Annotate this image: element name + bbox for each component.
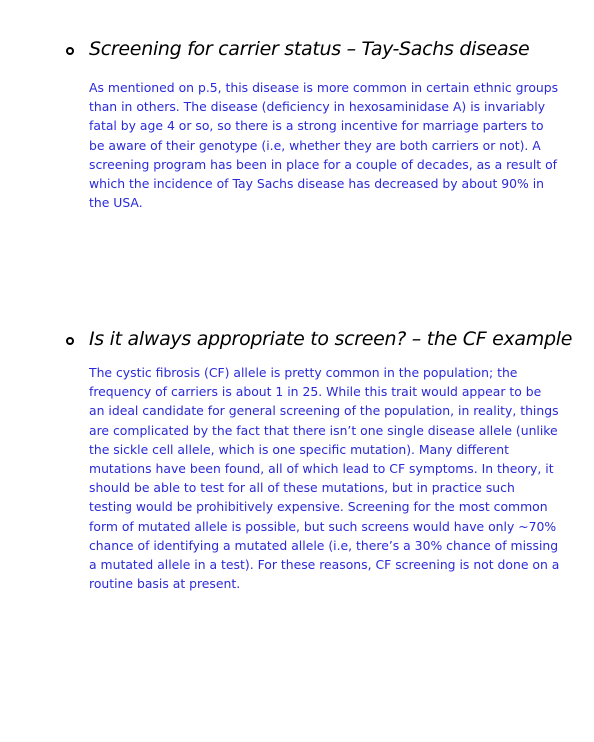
body-line: fatal by age 4 or so, so there is a strong incentive for marriage parters to <box>89 118 544 134</box>
body-line: the USA. <box>89 195 143 211</box>
body-line: be aware of their genotype (i.e, whether they are both carriers or not). A <box>89 137 541 153</box>
body-line: mutations have been found, all of which lead to CF symptoms. In theory, it <box>89 461 554 477</box>
body-line: are complicated by the fact that there isn’t one single disease allele (unlike <box>89 422 558 438</box>
circle-bullet-icon <box>66 47 74 55</box>
section-body <box>89 363 589 593</box>
section-cf-example <box>0 326 594 592</box>
body-line: a mutated allele in a test). For these reasons, CF screening is not done on a <box>89 557 560 573</box>
section-heading-row <box>0 326 594 358</box>
circle-bullet-icon <box>66 337 74 345</box>
body-line: an ideal candidate for general screening of the population, in reality, things <box>89 403 559 419</box>
section-heading-row <box>0 36 594 68</box>
body-line: frequency of carriers is about 1 in 25. While this trait would appear to be <box>89 384 542 400</box>
section-body <box>89 78 589 212</box>
body-line: should be able to test for all of these mutations, but in practice such <box>89 480 515 496</box>
section-heading: Is it always appropriate to screen? – the CF example <box>89 328 573 350</box>
body-line: As mentioned on p.5, this disease is more common in certain ethnic groups <box>89 80 559 95</box>
body-line: screening program has been in place for a couple of decades, as a result of <box>89 156 558 172</box>
section-heading: Screening for carrier status – Tay-Sachs disease <box>89 38 530 60</box>
body-line: routine basis at present. <box>89 576 241 592</box>
section-tay-sachs <box>0 36 594 211</box>
body-line: than in others. The disease (deficiency in hexosaminidase A) is invariably <box>89 99 546 115</box>
body-line: chance of identifying a mutated allele (i.e, there’s a 30% chance of missing <box>89 537 559 553</box>
body-line: form of mutated allele is possible, but such screens would have only ~70% <box>89 518 557 534</box>
body-line: the sickle cell allele, which is one specific mutation). Many different <box>89 441 509 457</box>
body-line: The cystic fibrosis (CF) allele is pretty common in the population; the <box>89 365 518 380</box>
body-line: testing would be prohibitively expensive. Screening for the most common <box>89 499 548 515</box>
body-line: which the incidence of Tay Sachs disease has decreased by about 90% in <box>89 176 545 192</box>
